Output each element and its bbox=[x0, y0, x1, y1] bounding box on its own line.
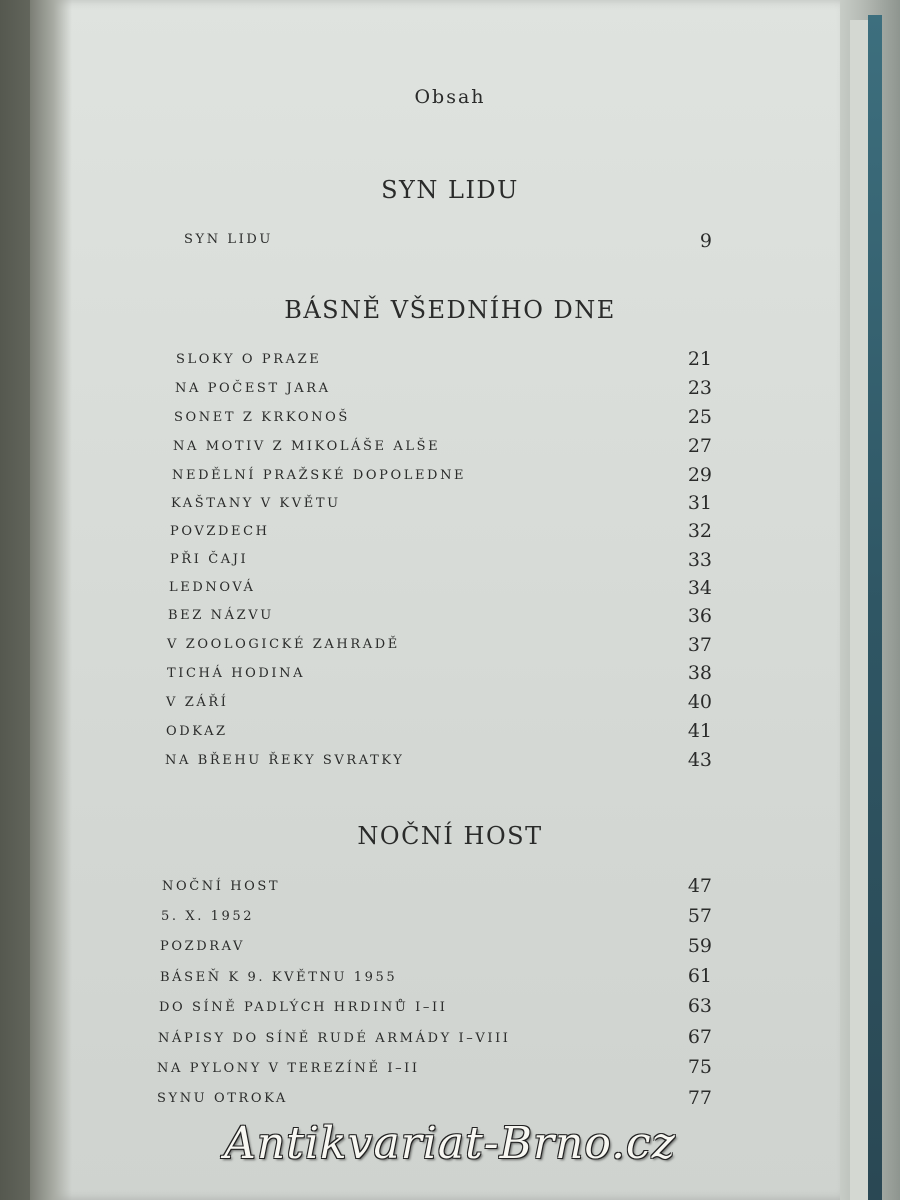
toc-entry-title: BÁSEŇ K 9. KVĚTNU 1955 bbox=[160, 970, 398, 985]
toc-entry-title: NÁPISY DO SÍNĚ RUDÉ ARMÁDY I–VIII bbox=[158, 1031, 511, 1046]
toc-entry-page: 61 bbox=[687, 965, 712, 987]
toc-entry-title: BEZ NÁZVU bbox=[168, 608, 274, 623]
toc-entry-page: 75 bbox=[687, 1056, 712, 1078]
toc-entry-page: 9 bbox=[699, 230, 712, 252]
toc-entry-title: NEDĚLNÍ PRAŽSKÉ DOPOLEDNE bbox=[172, 468, 467, 483]
toc-entry-title: NA POČEST JARA bbox=[175, 381, 331, 396]
toc-entry-page: 36 bbox=[687, 605, 712, 627]
toc-entry-page: 77 bbox=[687, 1087, 712, 1109]
toc-entry-page: 43 bbox=[687, 749, 712, 771]
toc-entry-page: 63 bbox=[687, 995, 712, 1017]
toc-entry-page: 34 bbox=[687, 577, 712, 599]
toc-entry-title: NA BŘEHU ŘEKY SVRATKY bbox=[165, 753, 405, 768]
toc-entry-page: 41 bbox=[687, 720, 712, 742]
toc-entry-title: NA MOTIV Z MIKOLÁŠE ALŠE bbox=[173, 439, 441, 454]
toc-entry-title: PŘI ČAJI bbox=[170, 552, 249, 567]
toc-entry-page: 29 bbox=[687, 464, 712, 486]
toc-entry-page: 33 bbox=[687, 549, 712, 571]
toc-entry-page: 23 bbox=[687, 377, 712, 399]
page-title: Obsah bbox=[414, 86, 486, 108]
toc-entry-title: NOČNÍ HOST bbox=[162, 879, 281, 894]
toc-entry-page: 37 bbox=[687, 634, 712, 656]
section-title-syn-lidu: SYN LIDU bbox=[381, 176, 519, 204]
toc-entry-title: TICHÁ HODINA bbox=[167, 666, 306, 681]
section-title-nocni-host: NOČNÍ HOST bbox=[357, 822, 543, 850]
toc-entry-page: 38 bbox=[687, 662, 712, 684]
toc-entry-title: V ZÁŘÍ bbox=[166, 695, 229, 710]
toc-entry-title: KAŠTANY V KVĚTU bbox=[171, 496, 341, 511]
toc-entry-page: 40 bbox=[687, 691, 712, 713]
toc-entry-title: ODKAZ bbox=[166, 724, 228, 739]
toc-entry-title: SLOKY O PRAZE bbox=[176, 352, 322, 367]
toc-entry-page: 32 bbox=[687, 520, 712, 542]
toc-entry-title: SYNU OTROKA bbox=[157, 1091, 288, 1106]
toc-entry-title: LEDNOVÁ bbox=[169, 580, 256, 595]
toc-entry-page: 21 bbox=[687, 348, 712, 370]
toc-entry-title: 5. X. 1952 bbox=[161, 909, 255, 924]
toc-entry-title: POVZDECH bbox=[170, 524, 270, 539]
toc-entry-title: NA PYLONY V TEREZÍNĚ I–II bbox=[157, 1061, 420, 1076]
toc-entry-page: 27 bbox=[687, 435, 712, 457]
toc-entry-title: SYN LIDU bbox=[184, 232, 273, 247]
section-title-basne-vsedniho-dne: BÁSNĚ VŠEDNÍHO DNE bbox=[284, 296, 616, 324]
toc-entry-page: 31 bbox=[687, 492, 712, 514]
toc-entry-title: SONET Z KRKONOŠ bbox=[174, 410, 350, 425]
toc-entry-page: 67 bbox=[687, 1026, 712, 1048]
toc-entry-page: 25 bbox=[687, 406, 712, 428]
toc-entry-title: POZDRAV bbox=[160, 939, 245, 954]
toc-entry-page: 57 bbox=[687, 905, 712, 927]
toc-entry-page: 59 bbox=[687, 935, 712, 957]
toc-entry-title: V ZOOLOGICKÉ ZAHRADĚ bbox=[167, 637, 400, 652]
toc-entry-title: DO SÍNĚ PADLÝCH HRDINŮ I–II bbox=[159, 1000, 448, 1015]
toc-entry-page: 47 bbox=[687, 875, 712, 897]
watermark: Antikvariat-Brno.cz bbox=[224, 1118, 676, 1169]
